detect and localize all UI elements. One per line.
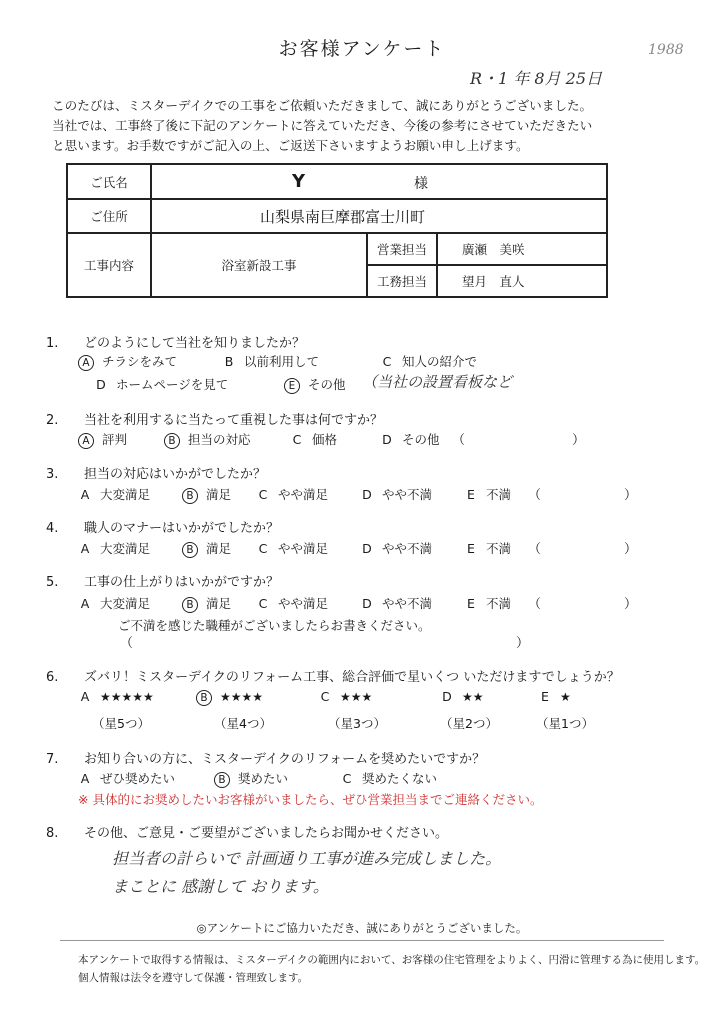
option-label: 担当の対応 — [188, 432, 251, 447]
selected-circle: B — [164, 433, 180, 449]
selected-circle: B — [196, 690, 212, 706]
q1-option-a[interactable] — [78, 352, 177, 371]
question-number: 6. — [46, 670, 59, 685]
option-label: 不満 — [486, 487, 512, 502]
option-letter: A — [80, 487, 90, 502]
comment-line[interactable]: 担当者の計らいで 計画通り工事が進み完成しました。 — [112, 849, 502, 868]
question-number: 8. — [46, 826, 59, 841]
selected-circle: B — [182, 488, 198, 504]
q6-option-d[interactable] — [440, 689, 484, 704]
option-label: チラシをみて — [102, 354, 178, 369]
q3-option-d[interactable] — [360, 485, 432, 503]
question-text: どのようにして当社を知りましたか？ — [84, 336, 306, 351]
name-label: ご氏名 — [67, 164, 151, 199]
intro-line: このたびは、ミスターデイクでの工事をご依頼いただきまして、誠にありがとうございました。 — [52, 98, 593, 113]
question-text: その他、ご意見・ご要望がございましたらお聞かせください。 — [84, 826, 449, 841]
option-label: やや満足 — [278, 487, 329, 502]
option-letter: C — [382, 354, 392, 369]
option-letter: B — [224, 354, 234, 369]
question-number: 1. — [46, 336, 59, 351]
question-number: 2. — [46, 413, 59, 428]
option-label: 満足 — [206, 596, 232, 611]
work-value[interactable]: 浴室新設工事 — [151, 233, 367, 297]
construction-label: 工務担当 — [367, 265, 437, 297]
q6-option-a[interactable] — [78, 689, 154, 704]
option-label: やや不満 — [382, 487, 433, 502]
option-label: 満足 — [206, 487, 232, 502]
date-field[interactable]: R・1 年 8月 25日 — [470, 69, 603, 88]
option-letter: A — [80, 689, 90, 704]
option-label: 知人の紹介で — [402, 354, 478, 369]
option-letter: E — [467, 596, 475, 611]
option-label: やや満足 — [278, 596, 329, 611]
thanks-message: ◎アンケートにご協力いただき、誠にありがとうございました。 — [196, 921, 528, 935]
selected-circle: A — [78, 433, 94, 449]
option-label: 大変満足 — [100, 487, 151, 502]
option-label: その他 — [308, 377, 346, 392]
option-label: 奨めたくない — [362, 771, 438, 786]
intro-line: と思います。お手数ですがご記入の上、ご返送下さいますようお願い申し上げます。 — [52, 138, 529, 153]
q4-paren-close: ） — [624, 542, 638, 557]
q1-option-d[interactable] — [94, 375, 228, 393]
star-rating: ★★★ — [340, 690, 373, 704]
q5-sub-paren-close: ） — [516, 636, 530, 651]
q7-option-a[interactable] — [78, 769, 175, 787]
q1-option-b[interactable] — [222, 352, 319, 370]
option-letter: D — [96, 377, 106, 392]
option-letter: E — [467, 487, 475, 502]
construction-value[interactable]: 望月 直人 — [437, 265, 607, 297]
option-letter: D — [362, 487, 372, 502]
option-letter: A — [80, 771, 90, 786]
q4-option-a[interactable] — [78, 539, 150, 557]
question-4 — [46, 517, 279, 536]
footer-notice — [78, 951, 705, 987]
option-letter: A — [80, 596, 90, 611]
star-rating: ★★★★★ — [100, 690, 154, 704]
selected-circle: A — [78, 355, 94, 371]
q2-paren-open: （ — [452, 433, 466, 448]
q4-option-b[interactable] — [182, 539, 231, 558]
q3-paren-open: （ — [528, 488, 542, 503]
q4-option-d[interactable] — [360, 539, 432, 557]
option-letter: D — [362, 541, 372, 556]
star-rating: ★★★★ — [220, 690, 264, 704]
option-label: やや満足 — [278, 541, 329, 556]
option-letter: C — [292, 432, 302, 447]
option-label: その他 — [402, 432, 440, 447]
option-label: 大変満足 — [100, 596, 151, 611]
q6-label-a: （星5つ） — [92, 716, 150, 731]
q7-option-b[interactable] — [214, 769, 288, 788]
option-letter: C — [258, 541, 268, 556]
q5-sub-text: ご不満を感じた職種がございましたらお書きください。 — [118, 618, 431, 633]
q5-paren-open: （ — [528, 597, 542, 612]
sales-label: 営業担当 — [367, 233, 437, 265]
option-label: 満足 — [206, 541, 232, 556]
selected-circle: B — [182, 542, 198, 558]
customer-info-table — [66, 163, 608, 298]
option-letter: D — [382, 432, 392, 447]
q4-option-c[interactable] — [256, 539, 328, 557]
option-label: やや不満 — [382, 541, 433, 556]
question-text: 当社を利用するに当たって重視した事は何ですか？ — [84, 413, 384, 428]
q3-option-e[interactable] — [464, 485, 511, 503]
q3-option-c[interactable] — [256, 485, 328, 503]
question-6 — [46, 666, 620, 685]
q5-option-b[interactable] — [182, 594, 231, 613]
q6-label-e: （星1つ） — [536, 716, 594, 731]
option-letter: C — [258, 596, 268, 611]
selected-circle: B — [214, 772, 230, 788]
q5-sub-paren-open: （ — [120, 636, 134, 651]
address-value[interactable]: 山梨県南巨摩郡富士川町 — [151, 199, 607, 233]
q5-option-e[interactable] — [464, 594, 511, 612]
star-rating: ★★ — [462, 690, 484, 704]
question-number: 4. — [46, 521, 59, 536]
option-letter: C — [320, 689, 330, 704]
question-3 — [46, 463, 266, 482]
option-letter: E — [541, 689, 549, 704]
q6-option-e[interactable] — [538, 689, 571, 704]
name-field[interactable] — [151, 164, 607, 199]
option-letter: C — [342, 771, 352, 786]
work-label: 工事内容 — [67, 233, 151, 297]
q6-label-c: （星3つ） — [328, 716, 386, 731]
option-letter: E — [467, 541, 475, 556]
intro-paragraph — [52, 96, 692, 156]
q3-paren-close: ） — [624, 488, 638, 503]
option-label: 評判 — [102, 432, 128, 447]
q7-option-c[interactable] — [340, 769, 437, 787]
q7-note: ※ 具体的にお奨めしたいお客様がいましたら、ぜひ営業担当までご連絡ください。 — [78, 792, 543, 807]
option-label: ぜひ奨めたい — [100, 771, 176, 786]
option-label: 以前利用して — [244, 354, 320, 369]
option-letter: D — [442, 689, 452, 704]
option-letter: D — [362, 596, 372, 611]
intro-line: 当社では、工事終了後に下記のアンケートに答えていただき、今後の参考にさせていただきたい — [52, 118, 593, 133]
q5-option-d[interactable] — [360, 594, 432, 612]
option-label: 奨めたい — [238, 771, 289, 786]
q1-option-c[interactable] — [380, 352, 477, 370]
q6-option-c[interactable] — [318, 689, 372, 704]
q6-option-b[interactable] — [196, 689, 263, 706]
question-1 — [46, 332, 305, 351]
honorific: 様 — [414, 176, 428, 192]
footer-line: 本アンケートで取得する情報は、ミスターデイクの範囲内において、お客様の住宅管理をよりよく、円滑に管理する為に使用します。 — [78, 954, 706, 966]
q5-paren-close: ） — [624, 597, 638, 612]
q1-option-e[interactable] — [284, 375, 346, 394]
question-number: 3. — [46, 467, 59, 482]
q2-option-d[interactable] — [380, 430, 440, 448]
q3-option-b[interactable] — [182, 485, 231, 504]
option-letter: A — [80, 541, 90, 556]
option-label: やや不満 — [382, 596, 433, 611]
q1-other-answer[interactable]: （当社の設置看板など — [362, 373, 513, 391]
q6-label-d: （星2つ） — [440, 716, 498, 731]
question-number: 5. — [46, 575, 59, 590]
q2-option-a[interactable] — [78, 430, 127, 449]
question-8 — [46, 822, 448, 841]
q4-paren-open: （ — [528, 542, 542, 557]
address-label: ご住所 — [67, 199, 151, 233]
footer-line: 個人情報は法令を遵守して保護・管理致します。 — [78, 972, 309, 984]
q3-option-a[interactable] — [78, 485, 150, 503]
comment-line[interactable]: まことに 感謝して おります。 — [112, 877, 329, 896]
question-number: 7. — [46, 752, 59, 767]
q6-label-b: （星4つ） — [214, 716, 272, 731]
q2-option-c[interactable] — [290, 430, 337, 448]
star-rating: ★ — [560, 690, 571, 704]
question-text: 職人のマナーはいかがでしたか？ — [84, 521, 280, 536]
q5-option-c[interactable] — [256, 594, 328, 612]
question-text: 担当の対応はいかがでしたか？ — [84, 467, 267, 482]
selected-circle: B — [182, 597, 198, 613]
sales-value[interactable]: 廣瀬 美咲 — [437, 233, 607, 265]
page-title: お客様アンケート — [278, 38, 446, 60]
q2-paren-close: ） — [572, 433, 586, 448]
q2-option-b[interactable] — [164, 430, 251, 449]
option-label: 不満 — [486, 541, 512, 556]
question-text: 工事の仕上がりはいかがですか？ — [84, 575, 280, 590]
option-letter: C — [258, 487, 268, 502]
question-2 — [46, 409, 383, 428]
question-text: お知り合いの方に、ミスターデイクのリフォームを奨めたいですか？ — [84, 752, 486, 767]
q5-option-a[interactable] — [78, 594, 150, 612]
option-label: 不満 — [486, 596, 512, 611]
divider — [60, 940, 664, 941]
question-7 — [46, 748, 485, 767]
question-5 — [46, 571, 279, 590]
q4-option-e[interactable] — [464, 539, 511, 557]
document-number: 1988 — [648, 42, 684, 58]
name-value: Y — [292, 171, 306, 192]
question-text: ズバリ！ミスターデイクのリフォーム工事、総合評価で星いくつ いただけますでしょうか？ — [84, 670, 620, 685]
option-label: ホームページを見て — [116, 377, 229, 392]
selected-circle: E — [284, 378, 300, 394]
option-label: 価格 — [312, 432, 338, 447]
option-label: 大変満足 — [100, 541, 151, 556]
